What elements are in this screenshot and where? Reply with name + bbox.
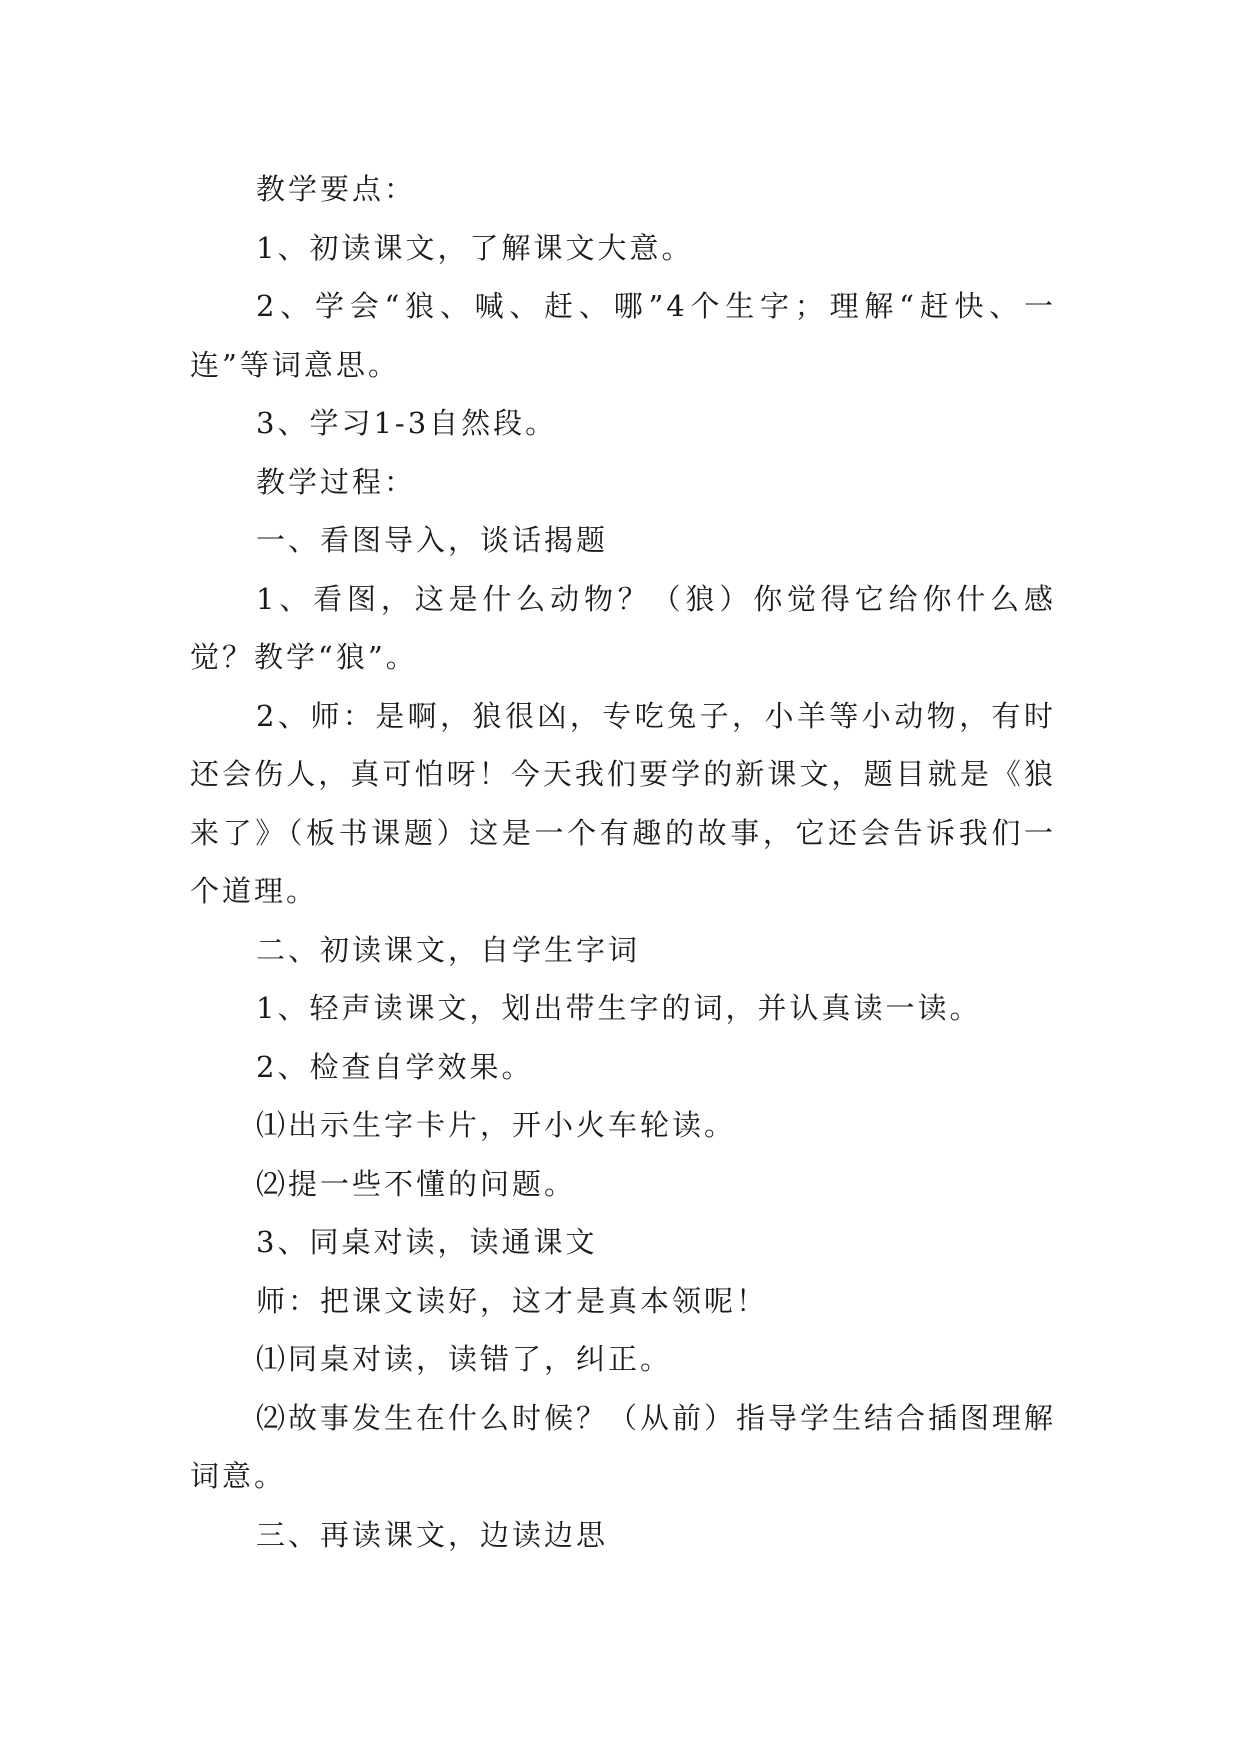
paragraph: ⑴出示生字卡片，开小火车轮读。 — [256, 1108, 737, 1142]
paragraph: ⑵故事发生在什么时候？（从前）指导学生结合插图理解词意。 — [190, 1400, 1057, 1493]
paragraph: ⑵提一些不懂的问题。 — [256, 1166, 577, 1201]
paragraph: ⑴同桌对读，读错了，纠正。 — [256, 1342, 673, 1376]
paragraph: 1、轻声读课文，划出带生字的词，并认真读一读。 — [256, 991, 982, 1025]
document-body — [190, 160, 1056, 1564]
paragraph: 师：把课文读好，这才是真本领呢！ — [256, 1283, 769, 1318]
heading-teaching-process: 教学过程： — [256, 464, 417, 499]
paragraph: 1、看图，这是什么动物？（狼）你觉得它给你什么感觉？教学“狼”。 — [190, 581, 1056, 674]
heading-key-points: 教学要点： — [256, 172, 417, 206]
paragraph: 2、师：是啊，狼很凶，专吃兔子，小羊等小动物，有时还会伤人，真可怕呀！今天我们要学的新课文，题目就是《狼来了》（板书课题）这是一个有趣的故事，它还会告诉我们一个道理。 — [190, 698, 1056, 908]
section-heading-1: 一、看图导入，谈话揭题 — [256, 523, 609, 557]
key-point-2: 2、学会“狼、喊、赶、哪”4个生字；理解“赶快、一连”等词意思。 — [190, 289, 1056, 382]
paragraph: 3、同桌对读，读通课文 — [256, 1225, 598, 1259]
key-point-1: 1、初读课文，了解课文大意。 — [256, 230, 694, 265]
key-point-3: 3、学习1-3自然段。 — [256, 406, 558, 440]
section-heading-2: 二、初读课文，自学生字词 — [256, 932, 641, 967]
paragraph: 2、检查自学效果。 — [256, 1049, 534, 1084]
section-heading-3: 三、再读课文，边读边思 — [256, 1517, 609, 1552]
